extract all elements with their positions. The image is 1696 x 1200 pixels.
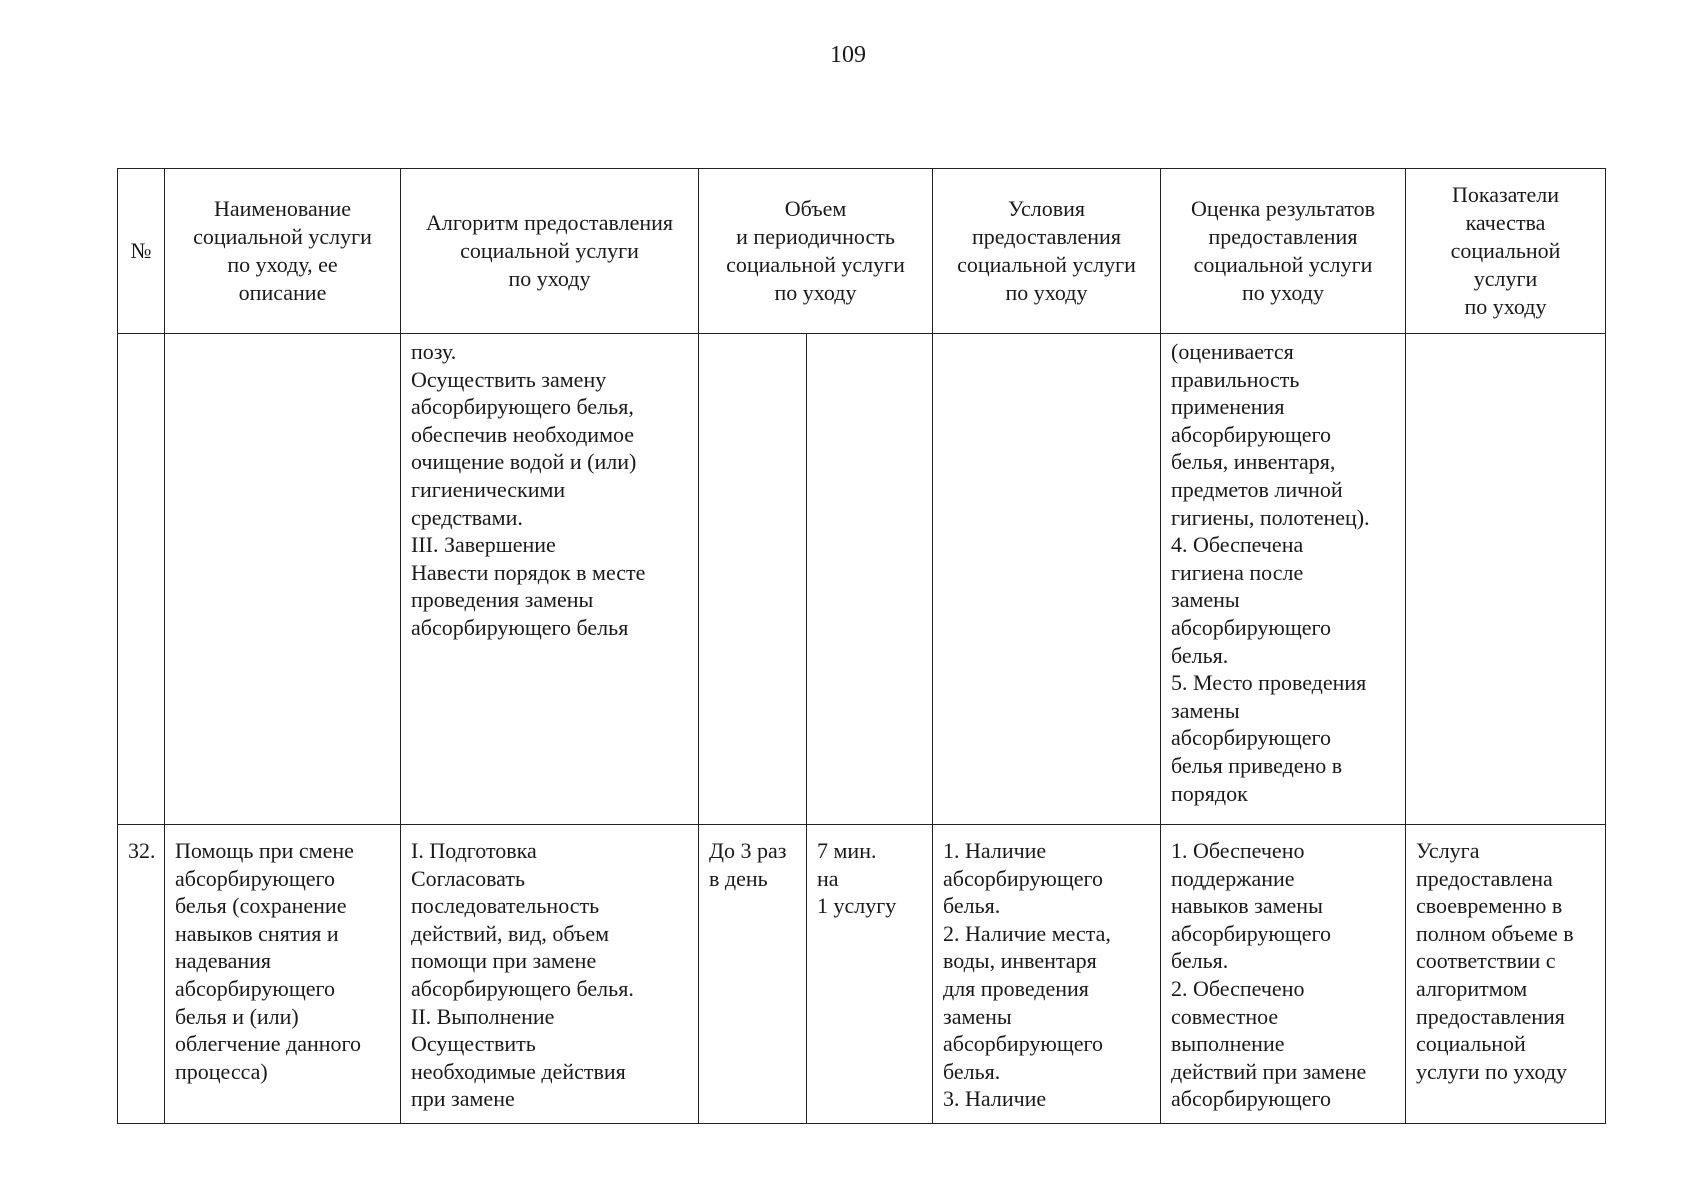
- cell-frequency: До 3 раз в день: [699, 825, 807, 1124]
- header-number: №: [118, 169, 165, 334]
- header-volume-frequency: Объем и периодичность социальной услуги по уходу: [699, 169, 933, 334]
- cell-service-name: Помощь при смене абсорбирующего белья (сохранение навыков снятия и надевания абсорбирующего белья и (или) облегчение данного процесса): [165, 825, 401, 1124]
- page-number: 109: [830, 42, 866, 68]
- header-service-name: Наименование социальной услуги по уходу, ее описание: [165, 169, 401, 334]
- cell-duration: [807, 334, 933, 825]
- header-evaluation: Оценка результатов предоставления социальной услуги по уходу: [1161, 169, 1406, 334]
- cell-algorithm: I. Подготовка Согласовать последовательность действий, вид, объем помощи при замене абсорбирующего белья. II. Выполнение Осуществить необходимые действия при замене: [401, 825, 699, 1124]
- cell-number: [118, 334, 165, 825]
- cell-quality: [1406, 334, 1606, 825]
- cell-conditions: 1. Наличие абсорбирующего белья. 2. Наличие места, воды, инвентаря для проведения замены абсорбирующего белья. 3. Наличие: [933, 825, 1161, 1124]
- cell-number: 32.: [118, 825, 165, 1124]
- cell-quality: Услуга предоставлена своевременно в полном объеме в соответствии с алгоритмом предоставления социальной услуги по уходу: [1406, 825, 1606, 1124]
- cell-duration: 7 мин. на 1 услугу: [807, 825, 933, 1124]
- header-conditions: Условия предоставления социальной услуги по уходу: [933, 169, 1161, 334]
- header-quality-indicators: Показатели качества социальной услуги по уходу: [1406, 169, 1606, 334]
- table-header-row: [118, 169, 1606, 334]
- header-algorithm: Алгоритм предоставления социальной услуги по уходу: [401, 169, 699, 334]
- cell-service-name: [165, 334, 401, 825]
- cell-algorithm: позу. Осуществить замену абсорбирующего белья, обеспечив необходимое очищение водой и (или) гигиеническими средствами. III. Завершение Навести порядок в месте проведения замены абсорбирующего белья: [401, 334, 699, 825]
- cell-conditions: [933, 334, 1161, 825]
- table-row: [118, 825, 1606, 1124]
- social-services-table: [117, 168, 1606, 1124]
- cell-frequency: [699, 334, 807, 825]
- cell-evaluation: (оценивается правильность применения абсорбирующего белья, инвентаря, предметов личной гигиены, полотенец). 4. Обеспечена гигиена после замены абсорбирующего белья. 5. Место проведения замены абсорбирующего белья приведено в порядок: [1161, 334, 1406, 825]
- cell-evaluation: 1. Обеспечено поддержание навыков замены абсорбирующего белья. 2. Обеспечено совместное выполнение действий при замене абсорбирующего: [1161, 825, 1406, 1124]
- table-row: [118, 334, 1606, 825]
